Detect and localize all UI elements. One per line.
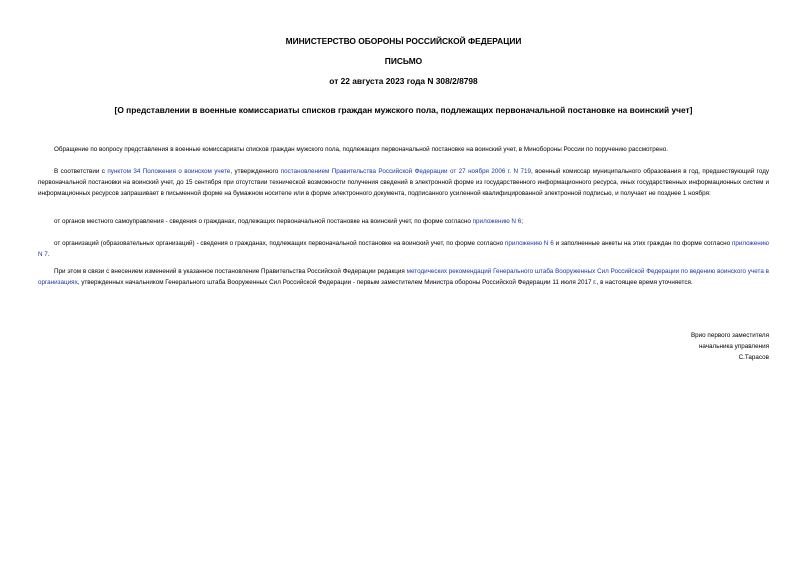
signature-position-line-2: начальника управления [698,343,769,350]
paragraph-5-text-b: , утвержденных начальником Генерального штаба Вооруженных Сил Российской Федерации - первым заместителем Министра обороны Российской Федерации 11 июля 2017 г., в настоящее время уточняется. [77,279,693,286]
paragraph-4-text-a: от организаций (образовательных организаций) - сведения о гражданах, подлежащих первоначальной постановке на воинский учет, по форме согласно [54,240,505,247]
paragraph-3-text-a: от органов местного самоуправления - сведения о гражданах, подлежащих первоначальной постановке на воинский учет, по форме согласно [54,218,473,225]
paragraph-3-text-b: ; [521,218,523,225]
link-appendix-6-second[interactable]: приложению N 6 [504,240,554,247]
link-government-decree-719[interactable]: постановлением Правительства Российской Федерации от 27 ноября 2006 г. N 719 [280,168,531,175]
paragraph-2-text-c: , военный комиссар муниципального образования в год, предшествующий году первоначальной постановки на воинский учет, до 15 сентября при отсутствии технической возможности получения сведений в электронной форме из государственного информационного ресурса, иных государственных информационных систем и информационных ресурсов запрашивает в письменной форме на бумажном носителе или в форме электронного документа, подписанного усиленной квалифицированной электронной подписью, и получает не позднее 1 ноября: [38,168,770,197]
document-type: ПИСЬМО [384,56,423,66]
link-regulation-point-34[interactable]: пунктом 34 Положения о воинском учете [107,168,231,175]
paragraph-1 [38,144,769,155]
signature-position-line-1: Врио первого заместителя [690,332,769,339]
ministry-title: МИНИСТЕРСТВО ОБОРОНЫ РОССИЙСКОЙ ФЕДЕРАЦИИ [285,36,522,46]
paragraph-5-text-a: При этом в связи с внесением изменений в указанное постановление Правительства Российской Федерации редакция [54,268,407,275]
link-appendix-6[interactable]: приложению N 6 [472,218,522,225]
paragraph-2-text-b: , утвержденного [230,168,281,175]
paragraph-3 [38,216,769,227]
paragraph-2 [38,166,769,199]
paragraph-4-text-c: . [47,251,50,258]
paragraph-1-text: Обращение по вопросу представления в военные комиссариаты списков граждан мужского пола, подлежащих первоначальной постановке на воинский учет, в Минобороны России по поручению рассмотрено. [54,146,669,153]
document-subject: [О представлении в военные комиссариаты списков граждан мужского пола, подлежащих первоначальной постановке на воинский учет] [114,105,693,115]
document-date-number: от 22 августа 2023 года N 308/2/8798 [329,76,478,86]
paragraph-4-text-b: и заполненные анкеты на этих граждан по форме согласно [553,240,732,247]
link-methodical-recommendations[interactable]: методических рекомендаций Генерального штаба Вооруженных Сил Российской Федерации по ведению воинского учета в организациях [38,268,769,286]
signature-block [569,330,769,363]
link-appendix-7[interactable]: приложению N 7 [38,240,769,258]
signature-name: С.Тарасов [738,354,769,361]
paragraph-4 [38,238,769,260]
paragraph-2-text-a: В соответствии с [54,168,108,175]
paragraph-5 [38,266,769,288]
